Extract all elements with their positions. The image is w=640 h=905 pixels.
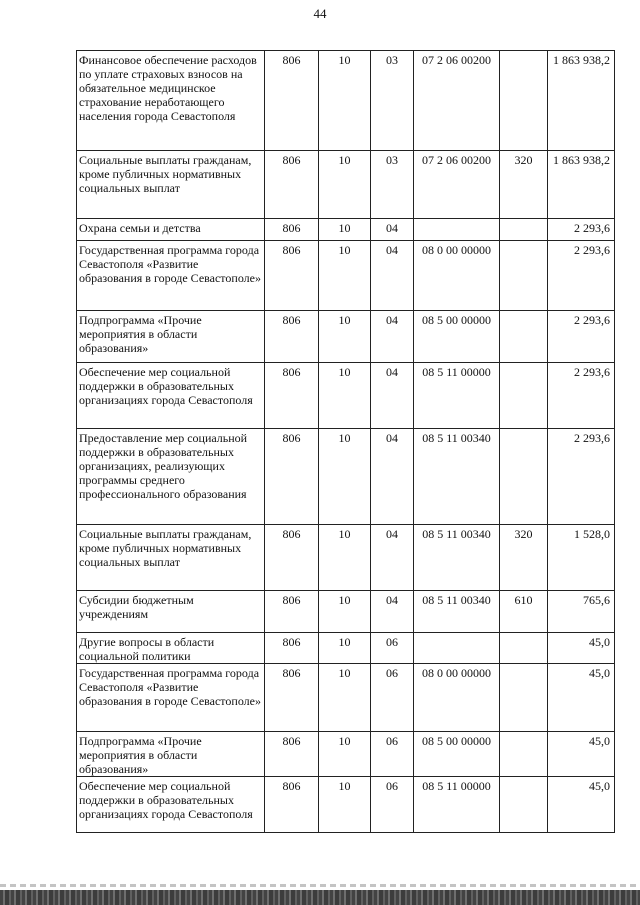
cell-amount: 1 863 938,2	[548, 51, 615, 151]
scan-edge-artifact	[0, 890, 640, 905]
cell-expense-type: 610	[500, 591, 548, 633]
cell-expense-type	[500, 732, 548, 777]
table-row	[77, 241, 615, 311]
table-row	[77, 633, 615, 664]
cell-subsection: 06	[371, 777, 414, 833]
cell-subsection: 04	[371, 429, 414, 525]
cell-expense-type: 320	[500, 525, 548, 591]
cell-section: 10	[319, 525, 371, 591]
cell-name: Государственная программа города Севастополя «Развитие образования в городе Севастополе»	[77, 241, 265, 311]
cell-department-code: 806	[265, 151, 319, 219]
cell-target-item: 08 5 00 00000	[414, 311, 500, 363]
cell-department-code: 806	[265, 664, 319, 732]
cell-target-item: 07 2 06 00200	[414, 151, 500, 219]
cell-name: Охрана семьи и детства	[77, 219, 265, 241]
cell-name: Финансовое обеспечение расходов по уплате страховых взносов на обязательное медицинское страхование неработающего населения города Севастополя	[77, 51, 265, 151]
cell-department-code: 806	[265, 591, 319, 633]
cell-department-code: 806	[265, 525, 319, 591]
cell-department-code: 806	[265, 363, 319, 429]
cell-amount: 2 293,6	[548, 429, 615, 525]
cell-subsection: 04	[371, 525, 414, 591]
cell-target-item: 08 0 00 00000	[414, 241, 500, 311]
cell-department-code: 806	[265, 241, 319, 311]
cell-subsection: 03	[371, 151, 414, 219]
cell-subsection: 03	[371, 51, 414, 151]
cell-subsection: 06	[371, 633, 414, 664]
cell-section: 10	[319, 363, 371, 429]
cell-name: Субсидии бюджетным учреждениям	[77, 591, 265, 633]
cell-amount: 45,0	[548, 732, 615, 777]
table-row	[77, 151, 615, 219]
cell-amount: 45,0	[548, 777, 615, 833]
cell-subsection: 04	[371, 311, 414, 363]
cell-amount: 1 528,0	[548, 525, 615, 591]
table-row	[77, 664, 615, 732]
table-row	[77, 51, 615, 151]
cell-amount: 2 293,6	[548, 311, 615, 363]
cell-subsection: 04	[371, 363, 414, 429]
page-number: 44	[313, 6, 327, 21]
cell-section: 10	[319, 591, 371, 633]
cell-name: Государственная программа города Севастополя «Развитие образования в городе Севастополе»	[77, 664, 265, 732]
cell-expense-type	[500, 51, 548, 151]
cell-amount: 765,6	[548, 591, 615, 633]
budget-table	[76, 50, 615, 833]
cell-target-item: 08 5 11 00340	[414, 525, 500, 591]
cell-name: Обеспечение мер социальной поддержки в образовательных организациях города Севастополя	[77, 363, 265, 429]
cell-department-code: 806	[265, 777, 319, 833]
cell-subsection: 04	[371, 219, 414, 241]
table-body	[77, 51, 615, 833]
cell-department-code: 806	[265, 732, 319, 777]
cell-department-code: 806	[265, 633, 319, 664]
cell-target-item: 07 2 06 00200	[414, 51, 500, 151]
cell-name: Обеспечение мер социальной поддержки в образовательных организациях города Севастополя	[77, 777, 265, 833]
cell-expense-type	[500, 241, 548, 311]
cell-subsection: 04	[371, 241, 414, 311]
cell-department-code: 806	[265, 429, 319, 525]
cell-target-item: 08 5 11 00340	[414, 429, 500, 525]
table-row	[77, 525, 615, 591]
cell-subsection: 04	[371, 591, 414, 633]
cell-department-code: 806	[265, 219, 319, 241]
cell-expense-type: 320	[500, 151, 548, 219]
cell-amount: 2 293,6	[548, 219, 615, 241]
cell-section: 10	[319, 732, 371, 777]
table-row	[77, 777, 615, 833]
cell-expense-type	[500, 363, 548, 429]
cell-amount: 2 293,6	[548, 363, 615, 429]
table-row	[77, 429, 615, 525]
cell-subsection: 06	[371, 732, 414, 777]
cell-target-item: 08 0 00 00000	[414, 664, 500, 732]
cell-expense-type	[500, 777, 548, 833]
table-row	[77, 591, 615, 633]
scan-edge-artifact-top	[0, 884, 640, 887]
cell-section: 10	[319, 151, 371, 219]
cell-section: 10	[319, 311, 371, 363]
cell-amount: 45,0	[548, 664, 615, 732]
cell-amount: 1 863 938,2	[548, 151, 615, 219]
cell-department-code: 806	[265, 311, 319, 363]
cell-section: 10	[319, 664, 371, 732]
cell-name: Подпрограмма «Прочие мероприятия в области образования»	[77, 732, 265, 777]
cell-expense-type	[500, 664, 548, 732]
cell-name: Предоставление мер социальной поддержки в образовательных организациях, реализующих программы среднего профессионального образования	[77, 429, 265, 525]
cell-subsection: 06	[371, 664, 414, 732]
cell-name: Другие вопросы в области социальной политики	[77, 633, 265, 664]
cell-section: 10	[319, 777, 371, 833]
cell-target-item: 08 5 11 00340	[414, 591, 500, 633]
table-row	[77, 363, 615, 429]
table-row	[77, 311, 615, 363]
cell-target-item	[414, 219, 500, 241]
cell-section: 10	[319, 429, 371, 525]
cell-department-code: 806	[265, 51, 319, 151]
cell-target-item: 08 5 11 00000	[414, 777, 500, 833]
cell-expense-type	[500, 311, 548, 363]
cell-name: Социальные выплаты гражданам, кроме публичных нормативных социальных выплат	[77, 151, 265, 219]
table-row	[77, 732, 615, 777]
cell-expense-type	[500, 429, 548, 525]
cell-expense-type	[500, 219, 548, 241]
cell-name: Подпрограмма «Прочие мероприятия в области образования»	[77, 311, 265, 363]
cell-section: 10	[319, 633, 371, 664]
cell-expense-type	[500, 633, 548, 664]
cell-amount: 2 293,6	[548, 241, 615, 311]
cell-section: 10	[319, 241, 371, 311]
cell-section: 10	[319, 51, 371, 151]
cell-target-item: 08 5 11 00000	[414, 363, 500, 429]
cell-name: Социальные выплаты гражданам, кроме публичных нормативных социальных выплат	[77, 525, 265, 591]
cell-section: 10	[319, 219, 371, 241]
cell-amount: 45,0	[548, 633, 615, 664]
cell-target-item: 08 5 00 00000	[414, 732, 500, 777]
cell-target-item	[414, 633, 500, 664]
table-row	[77, 219, 615, 241]
